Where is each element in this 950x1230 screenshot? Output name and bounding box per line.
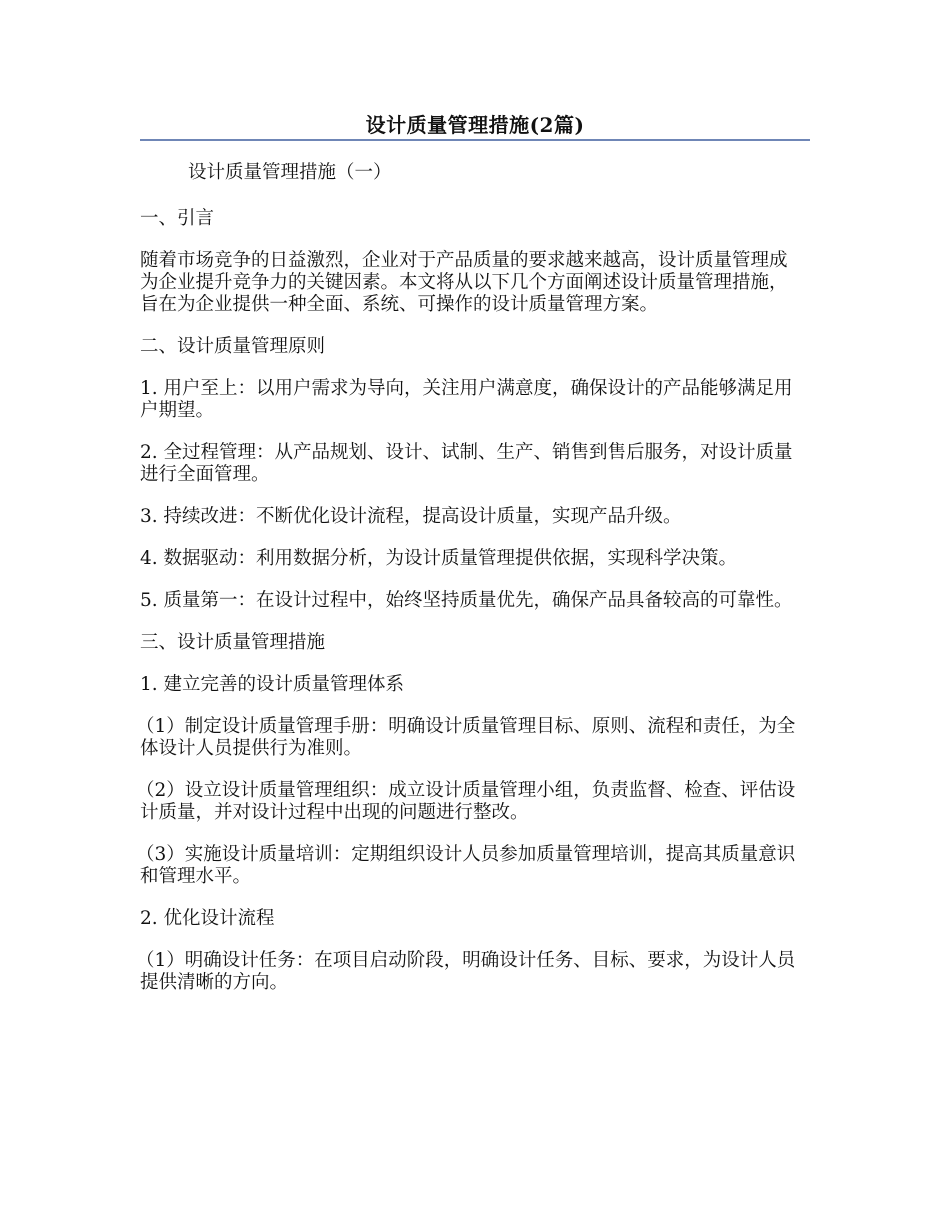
principle-item: 1. 用户至上：以用户需求为导向，关注用户满意度，确保设计的产品能够满足用户期望。 xyxy=(140,378,793,421)
principle-item: 4. 数据驱动：利用数据分析，为设计质量管理提供依据，实现科学决策。 xyxy=(140,548,738,569)
section-heading-principles: 二、设计质量管理原则 xyxy=(140,336,326,357)
paragraph-intro: 随着市场竞争的日益激烈，企业对于产品质量的要求越来越高，设计质量管理成为企业提升竞争力的关键因素。本文将从以下几个方面阐述设计质量管理措施，旨在为企业提供一种全面、系统、可操作的设计质量管理方案。 xyxy=(140,250,788,315)
measure-item: （1）制定设计质量管理手册：明确设计质量管理目标、原则、流程和责任，为全体设计人员提供行为准则。 xyxy=(136,716,796,759)
principle-item: 5. 质量第一：在设计过程中，始终坚持质量优先，确保产品具备较高的可靠性。 xyxy=(140,590,793,611)
section-heading-measures: 三、设计质量管理措施 xyxy=(140,632,326,653)
measure-item: （1）明确设计任务：在项目启动阶段，明确设计任务、目标、要求，为设计人员提供清晰的方向。 xyxy=(136,950,796,993)
measure-item: （3）实施设计质量培训：定期组织设计人员参加质量管理培训，提高其质量意识和管理水平。 xyxy=(136,844,796,887)
principle-item: 2. 全过程管理：从产品规划、设计、试制、生产、销售到售后服务，对设计质量进行全面管理。 xyxy=(140,442,793,485)
section-heading-intro: 一、引言 xyxy=(140,208,215,229)
measure-subheading: 2. 优化设计流程 xyxy=(140,908,275,929)
measure-item: （2）设立设计质量管理组织：成立设计质量管理小组，负责监督、检查、评估设计质量，并对设计过程中出现的问题进行整改。 xyxy=(136,780,796,823)
measure-subheading: 1. 建立完善的设计质量管理体系 xyxy=(140,674,405,695)
document-subtitle: 设计质量管理措施（一） xyxy=(188,162,392,183)
principle-item: 3. 持续改进：不断优化设计流程，提高设计质量，实现产品升级。 xyxy=(140,506,682,527)
document-body xyxy=(136,162,805,1014)
title-underline xyxy=(140,139,810,141)
document-title: 设计质量管理措施(2篇) xyxy=(365,113,585,137)
